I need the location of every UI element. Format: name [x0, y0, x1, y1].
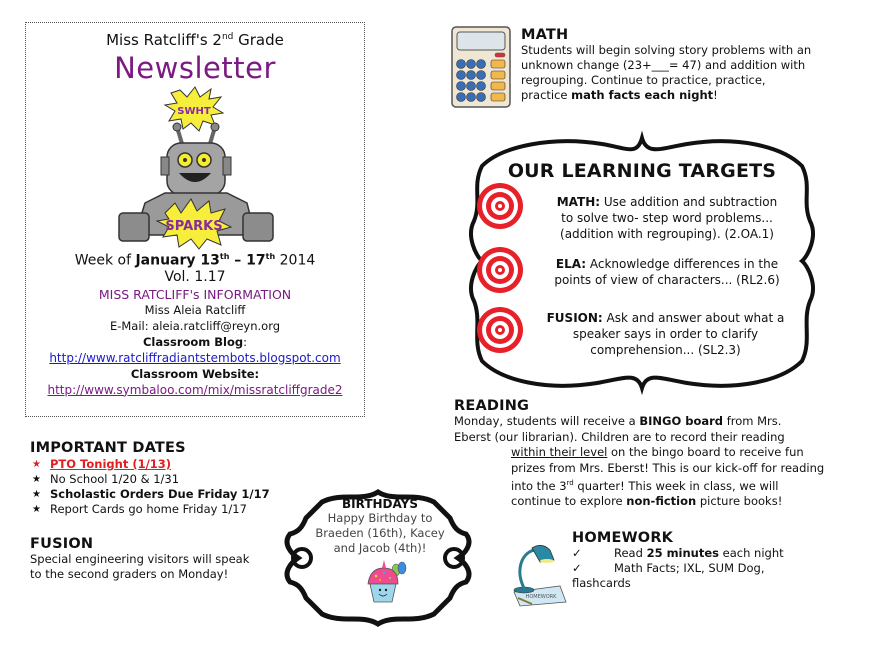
star-icon: ★	[32, 459, 41, 470]
fusion-heading: FUSION	[30, 536, 94, 552]
robot-illustration	[105, 85, 285, 250]
svg-text:HOMEWORK: HOMEWORK	[525, 594, 557, 600]
target-line: Acknowledge differences in the	[586, 257, 779, 271]
reading-text: Monday, students will receive a	[454, 414, 640, 428]
blog-label-text: Classroom Blog	[142, 334, 244, 349]
blog-label	[26, 334, 364, 350]
week-end: – 17	[229, 252, 266, 269]
reading-sup: rd	[566, 479, 574, 487]
reading-text: from Mrs.	[723, 414, 782, 428]
reading-line	[454, 476, 859, 494]
math-line: regrouping. Continue to practice, practice,	[521, 73, 766, 87]
teacher-email: E-Mail: aleia.ratcliff@reyn.org	[109, 318, 281, 333]
cupcake-illustration	[360, 558, 410, 608]
bullseye-icon	[476, 246, 524, 294]
svg-text:SPARKS: SPARKS	[165, 219, 223, 234]
checkmark-icon: ✓	[572, 561, 582, 575]
birthday-line: Happy Birthday to	[327, 511, 433, 525]
reading-bold-text: BINGO board	[639, 414, 724, 428]
date-item-text: Report Cards go home Friday 1/17	[50, 502, 247, 516]
bullseye-icon	[476, 306, 524, 354]
homework-section	[572, 530, 832, 591]
math-line: unknown change (23+___= 47) and addition with	[521, 58, 806, 72]
date-item	[30, 472, 290, 487]
target-line: to solve two- step word problems...	[561, 211, 773, 225]
date-item-text: No School 1/20 & 1/31	[50, 472, 180, 486]
homework-item-continued: flashcards	[572, 576, 631, 590]
lamp-icon	[508, 542, 568, 607]
birthdays-title: BIRTHDAYS	[342, 497, 418, 511]
important-dates-section	[30, 440, 290, 517]
reading-bold-text: non-fiction	[626, 494, 697, 509]
target-line: speaker says in order to clarify	[572, 327, 759, 341]
birthday-line: and Jacob (4th)!	[333, 541, 427, 555]
svg-text:SWHT: SWHT	[177, 106, 211, 117]
homework-text: each night	[719, 546, 784, 560]
homework-heading: HOMEWORK	[572, 530, 674, 546]
target-label: MATH:	[556, 195, 601, 209]
reading-section	[454, 398, 859, 510]
target-label: ELA:	[555, 257, 587, 271]
volume-number: Vol. 1.17	[164, 268, 226, 285]
homework-item	[572, 546, 832, 561]
star-icon: ★	[32, 504, 41, 515]
teacher-name: Miss Aleia Ratcliff	[144, 302, 246, 317]
math-target	[532, 194, 802, 242]
newsletter-title: Newsletter	[114, 51, 276, 85]
robot-icon	[105, 85, 285, 250]
reading-text: on the bingo board to receive fun	[607, 445, 804, 459]
fusion-line: to the second graders on Monday!	[30, 567, 229, 581]
fusion-section	[30, 536, 290, 582]
masthead-box	[25, 22, 365, 417]
homework-text: Read	[614, 546, 647, 560]
classroom-website-link[interactable]: http://www.symbaloo.com/mix/missratcliffgrade2	[47, 382, 343, 397]
reading-text: continue to explore	[511, 494, 627, 509]
fusion-line: Special engineering visitors will speak	[30, 552, 250, 566]
reading-heading: READING	[454, 398, 530, 414]
week-year: 2014	[275, 252, 316, 269]
reading-text: into the 3	[511, 478, 567, 493]
classroom-blog-link[interactable]: http://www.ratcliffradiantstembots.blogspot.com	[49, 350, 341, 365]
date-item-text: PTO Tonight (1/13)	[50, 457, 172, 471]
math-section	[521, 27, 861, 103]
newsletter-subtitle	[26, 31, 364, 49]
learning-targets-title: OUR LEARNING TARGETS	[507, 160, 777, 182]
target-line: (addition with regrouping). (2.OA.1)	[560, 227, 774, 241]
target-line: points of view of characters... (RL2.6)	[554, 273, 780, 287]
math-text: !	[713, 88, 718, 102]
star-icon: ★	[32, 489, 41, 500]
week-start-sup: th	[219, 252, 230, 261]
homework-text: Math Facts; IXL, SUM Dog,	[614, 561, 765, 575]
math-line	[521, 88, 861, 103]
subtitle-text: Miss Ratcliff's 2	[106, 31, 222, 49]
reading-underline-text: within their level	[511, 445, 608, 459]
math-bold-text: math facts each night	[571, 88, 714, 102]
reading-line: prizes from Mrs. Eberst! This is our kick-off for reading	[511, 460, 825, 475]
date-item	[30, 502, 290, 517]
target-line: Ask and answer about what a	[602, 311, 785, 325]
calculator-illustration	[451, 26, 511, 108]
reading-text: picture books!	[696, 494, 783, 509]
week-start: January 13	[135, 252, 220, 269]
reading-line	[454, 445, 859, 461]
math-heading: MATH	[521, 27, 569, 43]
website-label: Classroom Website:	[130, 366, 260, 381]
info-heading: MISS RATCLIFF's INFORMATION	[98, 286, 292, 302]
reading-line: Eberst (our librarian). Children are to record their reading	[454, 429, 785, 444]
ela-target	[532, 256, 802, 288]
calculator-icon	[451, 26, 511, 108]
target-line: comprehension... (SL2.3)	[590, 343, 741, 357]
blog-colon: :	[243, 334, 247, 349]
reading-text: quarter! This week in class, we will	[573, 478, 779, 493]
checkmark-icon: ✓	[572, 546, 582, 560]
week-label: Week of	[74, 252, 136, 269]
subtitle-text-end: Grade	[233, 31, 284, 49]
birthdays-text	[300, 497, 460, 556]
date-item-text: Scholastic Orders Due Friday 1/17	[50, 487, 270, 501]
date-item	[30, 487, 290, 502]
important-dates-heading: IMPORTANT DATES	[30, 440, 186, 456]
homework-bold-text: 25 minutes	[646, 546, 720, 560]
birthday-line: Braeden (16th), Kacey	[315, 526, 445, 540]
date-item	[30, 457, 290, 472]
subtitle-sup: nd	[221, 32, 234, 42]
week-end-sup: th	[265, 252, 276, 261]
important-dates-list	[30, 457, 290, 517]
fusion-target	[528, 310, 803, 358]
cupcake-icon	[360, 558, 410, 608]
math-line: Students will begin solving story problems with an	[521, 43, 812, 57]
star-icon: ★	[32, 474, 41, 485]
week-of-date	[26, 252, 364, 269]
target-label: FUSION:	[546, 311, 603, 325]
homework-item	[572, 561, 832, 576]
desk-lamp-illustration	[508, 542, 568, 607]
reading-line	[454, 494, 859, 510]
math-text: practice	[521, 88, 572, 102]
bullseye-icon	[476, 182, 524, 230]
reading-line	[454, 414, 859, 430]
target-line: Use addition and subtraction	[600, 195, 778, 209]
